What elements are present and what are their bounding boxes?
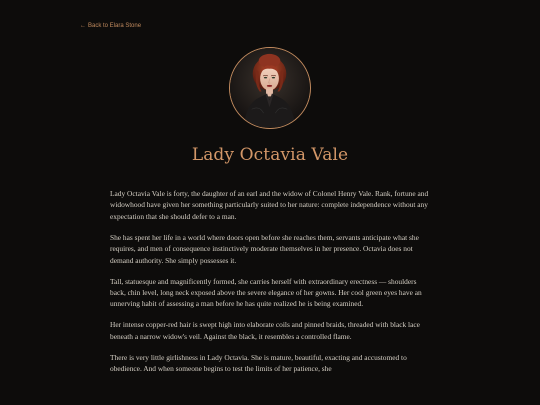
bio-paragraph: Tall, statuesque and magnificently formed, she carries herself with extraordinary erectness — shoulders back, chin level, long neck exposed above the severe elegance of her gowns. Her cool green eyes have an unnerving habit of assessing a man before he has quite realized he is being examined. xyxy=(110,276,422,309)
back-arrow-icon: ← xyxy=(80,23,86,29)
bio-paragraph: Her intense copper-red hair is swept high into elaborate coils and pinned braids, threaded with black lace beneath a narrow widow's veil. Against the black, it resembles a controlled flame. xyxy=(110,320,420,341)
bio-paragraph: She has spent her life in a world where doors open before she reaches them, servants anticipate what she requires, and men of consequence instinctively moderate themselves in her presence. Octavia does not demand authority. She simply possesses it. xyxy=(110,232,419,265)
back-link[interactable] xyxy=(80,23,141,29)
back-link-label: Back to Elara Stone xyxy=(88,23,142,29)
bio-text xyxy=(110,188,432,384)
bio-paragraph: Lady Octavia Vale is forty, the daughter of an earl and the widow of Colonel Henry Vale. Rank, fortune and widowhood have given her something particularly suited to her nature: complete independence without any expectation that she should defer to a man. xyxy=(110,189,429,221)
bio-paragraph: There is very little girlishness in Lady Octavia. She is mature, beautiful, exacting and accustomed to obedience. And when someone begins to test the limits of her patience, she xyxy=(110,352,407,374)
avatar xyxy=(229,47,311,129)
page-title: Lady Octavia Vale xyxy=(191,145,349,165)
portrait-avatar-icon xyxy=(230,48,309,127)
